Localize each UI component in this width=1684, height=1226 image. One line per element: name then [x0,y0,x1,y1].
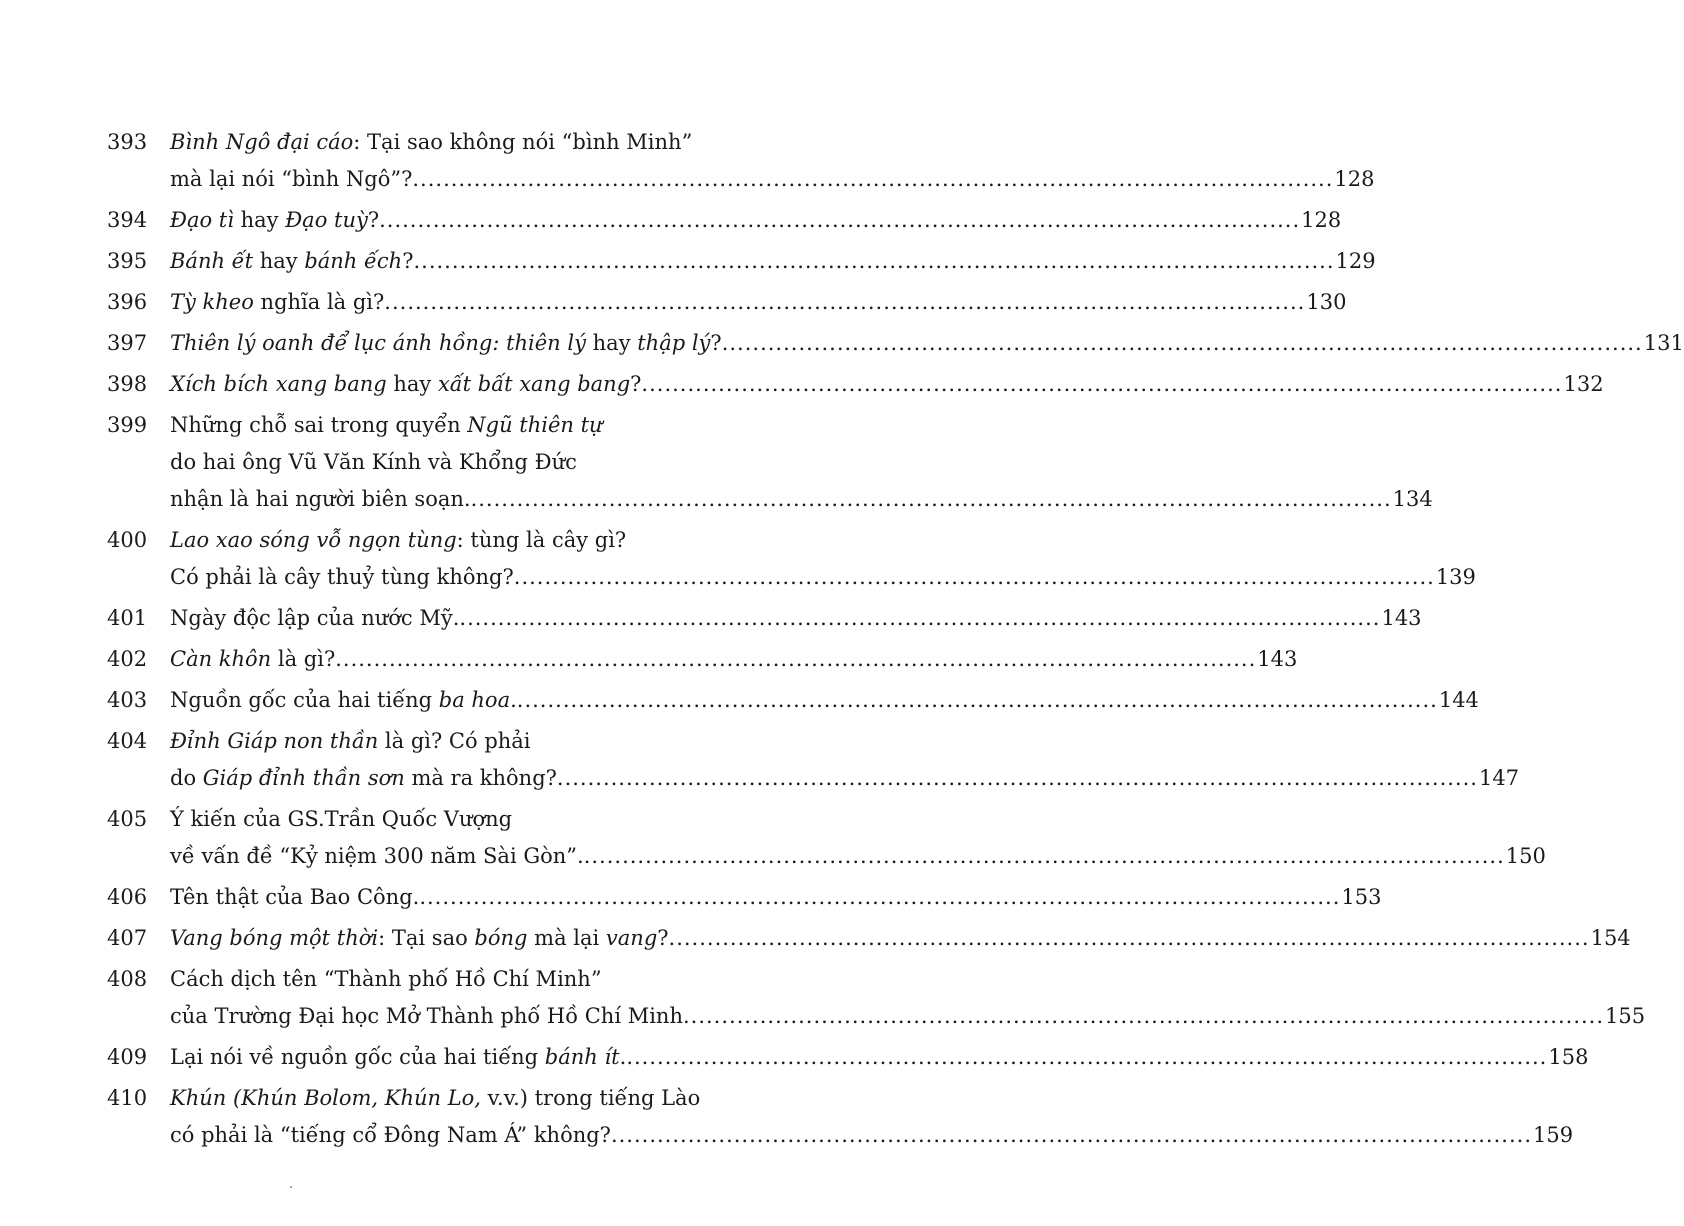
text: ? [402,249,414,273]
dot-leader [683,998,1604,1035]
dot-leader [611,1117,1532,1154]
text: mà lại nói “bình Ngô”? [170,167,413,191]
text: do [170,766,203,790]
entry-title [170,325,1684,362]
text: nhận là hai người biên soạn. [170,487,471,511]
italic-text: Càn khôn [170,647,272,671]
title-line [170,682,1479,719]
italic-text: Khún (Khún Bolom, Khún Lo, [170,1086,481,1110]
entry-title [170,879,1382,916]
italic-text: Đạo tuỳ [285,208,368,232]
italic-text: Vang bóng một thời [170,926,379,950]
page-number: 128 [1334,167,1375,191]
entry-number: 396 [107,290,148,314]
title-line [170,1039,1589,1076]
title-line [170,161,1375,198]
title-line [170,1117,1574,1154]
text: mà ra không? [404,766,557,790]
italic-text: Lao xao sóng vỗ ngọn tùng [170,528,457,552]
dot-leader [641,366,1562,403]
italic-text: Giáp đỉnh thần sơn [202,766,405,790]
italic-text: thập lý [637,331,711,355]
entry-number: 404 [107,729,148,753]
page-number: 150 [1505,844,1546,868]
page-number: 134 [1392,487,1433,511]
entry-number: 402 [107,647,148,671]
title-line [170,801,695,838]
entry-number: 397 [107,331,148,355]
page-number: 154 [1590,926,1631,950]
italic-text: ba hoa [438,688,511,712]
page-number: 147 [1478,766,1520,790]
title-line [170,723,695,760]
text: Ý kiến của GS.Trần Quốc Vượng [170,807,513,831]
text: ? [710,331,722,355]
dot-leader [626,1039,1547,1076]
italic-text: xất bất xang bang [437,372,631,396]
title-line [170,481,1433,518]
italic-text: Bình Ngô đại cáo [170,130,354,154]
entry-title [170,600,1422,637]
entry-title [170,1080,1574,1154]
dot-leader [379,202,1300,239]
text: hay [386,372,438,396]
print-speck [290,1186,292,1188]
italic-text: Ngũ thiên tự [467,413,603,437]
text: Nguồn gốc của hai tiếng [170,688,439,712]
entry-title [170,682,1479,719]
dot-leader [384,284,1305,321]
page-number: 130 [1306,290,1347,314]
dot-leader [514,559,1435,596]
text: hay [585,331,638,355]
entry-title [170,243,1376,280]
dot-leader [335,641,1256,678]
text: Có phải là cây thuỷ tùng không? [170,565,514,589]
italic-text: bóng [474,926,528,950]
page-number: 131 [1643,331,1684,355]
text: hay [253,249,305,273]
title-line [170,961,695,998]
dot-leader [412,161,1333,198]
title-line [170,760,1520,797]
dot-leader [413,243,1334,280]
italic-text: Tỳ kheo [170,290,254,314]
entry-number: 410 [107,1086,148,1110]
entry-number: 395 [107,249,148,273]
title-line [170,920,1631,957]
title-line [170,124,695,161]
dot-leader [722,325,1643,362]
text: : Tại sao không nói “bình Minh” [353,130,693,154]
text: do hai ông Vũ Văn Kính và Khổng Đức [170,450,577,474]
entry-number: 403 [107,688,148,712]
dot-leader [584,838,1505,875]
text: Cách dịch tên “Thành phố Hồ Chí Minh” [170,967,602,991]
entry-title [170,366,1604,403]
title-line [170,641,1298,678]
text: : Tại sao [378,926,475,950]
text: nghĩa là gì? [253,290,385,314]
entry-number: 400 [107,528,148,552]
entry-title [170,522,1476,596]
text: về vấn đề “Kỷ niệm 300 năm Sài Gòn”. [170,844,584,868]
title-line [170,325,1684,362]
title-line [170,600,1422,637]
dot-leader [419,879,1340,916]
title-line [170,522,695,559]
text: ? [630,372,642,396]
entry-title [170,723,1520,797]
page-number: 143 [1257,647,1298,671]
text: của Trường Đại học Mở Thành phố Hồ Chí Minh [170,1004,683,1028]
title-line [170,366,1604,403]
entry-title [170,920,1631,957]
title-line [170,1080,701,1117]
page-number: 129 [1335,249,1376,273]
page-number: 144 [1438,688,1479,712]
dot-leader [669,920,1590,957]
title-line [170,559,1476,596]
entry-title [170,1039,1589,1076]
text: Lại nói về nguồn gốc của hai tiếng [170,1045,545,1069]
title-line [170,838,1546,875]
page-number: 143 [1381,606,1422,630]
entry-title [170,801,1546,875]
text: có phải là “tiếng cổ Đông Nam Á” không? [170,1123,611,1147]
entry-title [170,961,1646,1035]
title-line [170,202,1342,239]
entry-number: 409 [107,1045,148,1069]
text: . [510,688,517,712]
page-number: 132 [1563,372,1604,396]
italic-text: bánh ếch [304,249,403,273]
entry-number: 408 [107,967,148,991]
dot-leader [459,600,1380,637]
text: ? [657,926,669,950]
italic-text: Đạo tì [170,208,234,232]
page-number: 139 [1435,565,1476,589]
text: là gì? [271,647,336,671]
entry-number: 393 [107,130,148,154]
entry-title [170,124,1375,198]
text: . [619,1045,627,1069]
title-line [170,444,695,481]
page-number: 153 [1341,885,1382,909]
entry-number: 399 [107,413,148,437]
entry-title [170,641,1298,678]
text: Ngày độc lập của nước Mỹ. [170,606,460,630]
entry-number: 407 [107,926,148,950]
entry-number: 401 [107,606,148,630]
entry-number: 394 [107,208,148,232]
italic-text: Xích bích xang bang [170,372,387,396]
text: là gì? Có phải [378,729,531,753]
text: : tùng là cây gì? [456,528,627,552]
entry-title [170,284,1347,321]
page-number: 159 [1533,1123,1574,1147]
italic-text: bánh ít [544,1045,620,1069]
entry-title [170,407,1433,518]
page-number: 128 [1301,208,1342,232]
text: Tên thật của Bao Công. [170,885,420,909]
text: hay [233,208,286,232]
text: mà lại [527,926,606,950]
dot-leader [517,682,1438,719]
italic-text: Bánh ết [170,249,254,273]
text: v.v.) trong tiếng Lào [480,1086,701,1110]
dot-leader [557,760,1478,797]
dot-leader [471,481,1392,518]
text: ? [367,208,380,232]
entry-number: 405 [107,807,148,831]
title-line [170,407,695,444]
italic-text: Thiên lý oanh để lục ánh hồng: thiên lý [170,331,586,355]
entry-number: 406 [107,885,148,909]
italic-text: Đỉnh Giáp non thần [170,729,379,753]
italic-text: vang [605,926,658,950]
page-number: 158 [1548,1045,1589,1069]
title-line [170,879,1382,916]
title-line [170,243,1376,280]
title-line [170,998,1646,1035]
entry-number: 398 [107,372,148,396]
page-number: 155 [1605,1004,1646,1028]
text: Những chỗ sai trong quyển [170,413,468,437]
title-line [170,284,1347,321]
entry-title [170,202,1342,239]
